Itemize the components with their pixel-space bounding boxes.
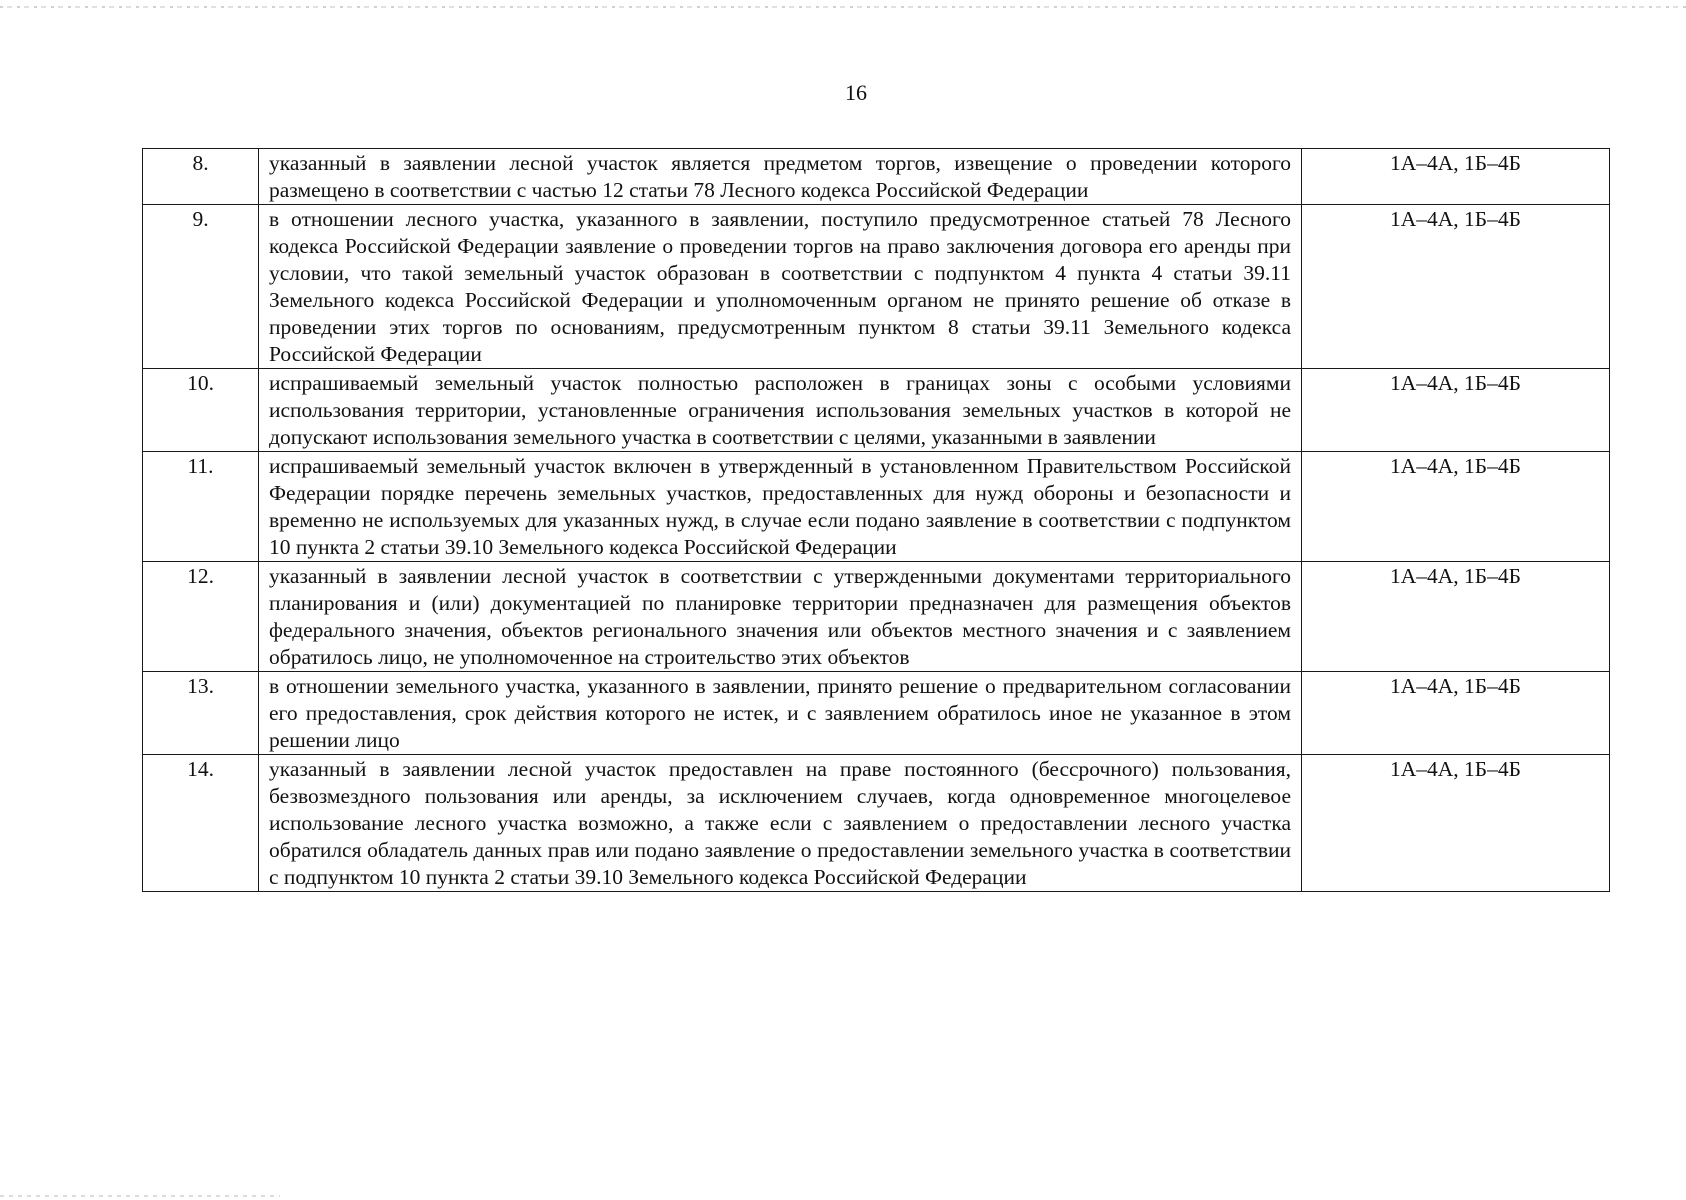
scan-edge-top	[0, 6, 1686, 8]
row-codes: 1А–4А, 1Б–4Б	[1302, 562, 1610, 672]
row-text: в отношении лесного участка, указанного в заявлении, поступило предусмотренное статьей 78 Лесного кодекса Российской Федерации заявление о проведении торгов на право заключения договора его аренды при условии, что такой земельный участок образован в соответствии с подпунктом 4 пункта 4 статьи 39.11 Земельного кодекса Российской Федерации и уполномоченным органом не принято решение об отказе в проведении этих торгов по основаниям, предусмотренным пунктом 8 статьи 39.11 Земельного кодекса Российской Федерации	[259, 205, 1302, 369]
table-row	[143, 149, 1610, 205]
row-text: указанный в заявлении лесной участок предоставлен на праве постоянного (бессрочного) пользования, безвозмездного пользования или аренды, за исключением случаев, когда одновременное многоцелевое использование лесного участка возможно, а также если с заявлением о предоставлении лесного участка обратился обладатель данных прав или подано заявление о предоставлении земельного участка в соответствии с подпунктом 10 пункта 2 статьи 39.10 Земельного кодекса Российской Федерации	[259, 755, 1302, 892]
row-codes: 1А–4А, 1Б–4Б	[1302, 149, 1610, 205]
row-codes: 1А–4А, 1Б–4Б	[1302, 672, 1610, 755]
scan-edge-bottom	[0, 1195, 280, 1197]
row-codes: 1А–4А, 1Б–4Б	[1302, 205, 1610, 369]
table-row	[143, 452, 1610, 562]
table-row	[143, 205, 1610, 369]
row-codes: 1А–4А, 1Б–4Б	[1302, 369, 1610, 452]
table-row	[143, 672, 1610, 755]
row-codes: 1А–4А, 1Б–4Б	[1302, 452, 1610, 562]
row-number: 9.	[143, 205, 259, 369]
row-text: указанный в заявлении лесной участок является предметом торгов, извещение о проведении которого размещено в соответствии с частью 12 статьи 78 Лесного кодекса Российской Федерации	[259, 149, 1302, 205]
page-number: 16	[845, 80, 867, 105]
table-row	[143, 369, 1610, 452]
table-row	[143, 562, 1610, 672]
row-number: 11.	[143, 452, 259, 562]
row-number: 8.	[143, 149, 259, 205]
row-text: испрашиваемый земельный участок включен в утвержденный в установленном Правительством Российской Федерации порядке перечень земельных участков, предоставленных для нужд обороны и безопасности и временно не используемых для указанных нужд, в случае если подано заявление в соответствии с подпунктом 10 пункта 2 статьи 39.10 Земельного кодекса Российской Федерации	[259, 452, 1302, 562]
conditions-table-body	[143, 149, 1610, 892]
table-row	[143, 755, 1610, 892]
row-text: в отношении земельного участка, указанного в заявлении, принято решение о предварительном согласовании его предоставления, срок действия которого не истек, и с заявлением обратилось иное не указанное в этом решении лицо	[259, 672, 1302, 755]
row-number: 10.	[143, 369, 259, 452]
row-number: 12.	[143, 562, 259, 672]
row-number: 13.	[143, 672, 259, 755]
conditions-table	[142, 148, 1610, 892]
row-text: указанный в заявлении лесной участок в соответствии с утвержденными документами территориального планирования и (или) документацией по планировке территории предназначен для размещения объектов федерального значения, объектов регионального значения или объектов местного значения и с заявлением обратилось лицо, не уполномоченное на строительство этих объектов	[259, 562, 1302, 672]
row-text: испрашиваемый земельный участок полностью расположен в границах зоны с особыми условиями использования территории, установленные ограничения использования земельных участков в которой не допускают использования земельного участка в соответствии с целями, указанными в заявлении	[259, 369, 1302, 452]
row-number: 14.	[143, 755, 259, 892]
row-codes: 1А–4А, 1Б–4Б	[1302, 755, 1610, 892]
